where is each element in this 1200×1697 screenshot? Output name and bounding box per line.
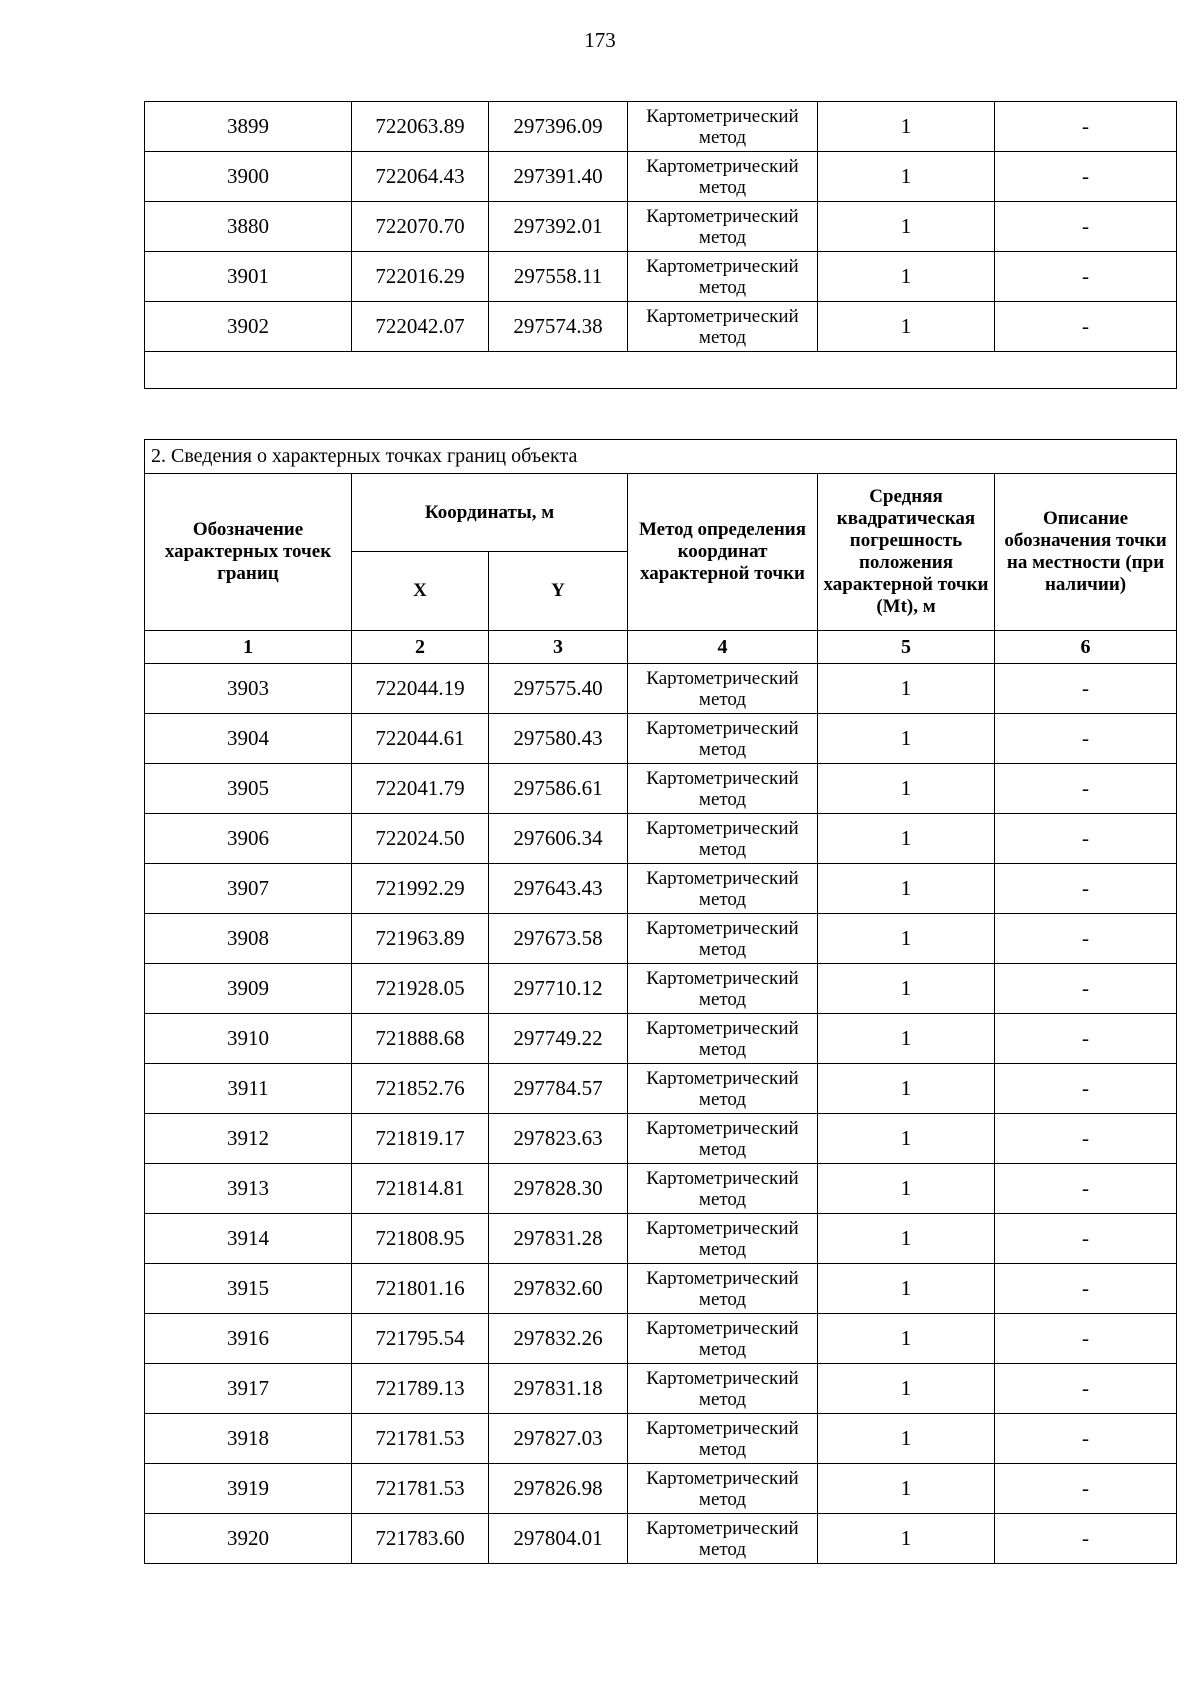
method-line2: метод bbox=[698, 176, 747, 198]
y-coordinate-cell: 297558.11 bbox=[489, 252, 628, 302]
x-coordinate-cell: 722024.50 bbox=[352, 814, 489, 864]
point-id-cell: 3918 bbox=[145, 1414, 352, 1464]
y-coordinate-cell: 297586.61 bbox=[489, 764, 628, 814]
table-row bbox=[145, 964, 1177, 1014]
method-cell bbox=[628, 864, 818, 914]
point-id-cell: 3902 bbox=[145, 302, 352, 352]
description-cell: - bbox=[995, 1214, 1177, 1264]
y-coordinate-cell: 297832.60 bbox=[489, 1264, 628, 1314]
column-number: 2 bbox=[352, 631, 489, 664]
method-line2: метод bbox=[698, 1088, 747, 1110]
point-id-cell: 3900 bbox=[145, 152, 352, 202]
mean-error-cell: 1 bbox=[818, 714, 995, 764]
method-line2: метод bbox=[698, 326, 747, 348]
x-coordinate-cell: 721814.81 bbox=[352, 1164, 489, 1214]
method-line1: Картометрический bbox=[646, 1517, 799, 1539]
method-line2: метод bbox=[698, 1288, 747, 1310]
method-line1: Картометрический bbox=[646, 667, 799, 689]
x-coordinate-cell: 721992.29 bbox=[352, 864, 489, 914]
description-cell: - bbox=[995, 102, 1177, 152]
method-line2: метод bbox=[698, 988, 747, 1010]
method-line2: метод bbox=[698, 126, 747, 148]
description-cell: - bbox=[995, 1264, 1177, 1314]
description-cell: - bbox=[995, 914, 1177, 964]
point-id-cell: 3906 bbox=[145, 814, 352, 864]
point-id-cell: 3916 bbox=[145, 1314, 352, 1364]
description-cell: - bbox=[995, 864, 1177, 914]
mean-error-cell: 1 bbox=[818, 864, 995, 914]
description-cell: - bbox=[995, 1364, 1177, 1414]
point-id-cell: 3905 bbox=[145, 764, 352, 814]
method-line2: метод bbox=[698, 888, 747, 910]
method-line2: метод bbox=[698, 226, 747, 248]
point-id-cell: 3899 bbox=[145, 102, 352, 152]
mean-error-cell: 1 bbox=[818, 152, 995, 202]
mean-error-cell: 1 bbox=[818, 1064, 995, 1114]
method-line1: Картометрический bbox=[646, 305, 799, 327]
x-coordinate-cell: 722041.79 bbox=[352, 764, 489, 814]
method-line2: метод bbox=[698, 838, 747, 860]
column-number: 1 bbox=[145, 631, 352, 664]
coordinates-table-continued bbox=[144, 101, 1177, 389]
method-line2: метод bbox=[698, 1238, 747, 1260]
mean-error-cell: 1 bbox=[818, 1114, 995, 1164]
method-line2: метод bbox=[698, 738, 747, 760]
method-line1: Картометрический bbox=[646, 155, 799, 177]
description-cell: - bbox=[995, 252, 1177, 302]
description-cell: - bbox=[995, 1014, 1177, 1064]
y-coordinate-cell: 297828.30 bbox=[489, 1164, 628, 1214]
method-line1: Картометрический bbox=[646, 917, 799, 939]
table-row bbox=[145, 764, 1177, 814]
header-method: Метод определения координат характерной точки bbox=[628, 474, 818, 631]
method-line1: Картометрический bbox=[646, 1217, 799, 1239]
method-cell bbox=[628, 1114, 818, 1164]
mean-error-cell: 1 bbox=[818, 302, 995, 352]
method-cell bbox=[628, 202, 818, 252]
x-coordinate-cell: 721963.89 bbox=[352, 914, 489, 964]
method-line2: метод bbox=[698, 1438, 747, 1460]
point-id-cell: 3920 bbox=[145, 1514, 352, 1564]
description-cell: - bbox=[995, 1314, 1177, 1364]
x-coordinate-cell: 721783.60 bbox=[352, 1514, 489, 1564]
x-coordinate-cell: 721888.68 bbox=[352, 1014, 489, 1064]
x-coordinate-cell: 721808.95 bbox=[352, 1214, 489, 1264]
x-coordinate-cell: 721819.17 bbox=[352, 1114, 489, 1164]
description-cell: - bbox=[995, 964, 1177, 1014]
mean-error-cell: 1 bbox=[818, 1264, 995, 1314]
description-cell: - bbox=[995, 202, 1177, 252]
table-row bbox=[145, 1214, 1177, 1264]
table-row bbox=[145, 1064, 1177, 1114]
y-coordinate-cell: 297673.58 bbox=[489, 914, 628, 964]
method-cell bbox=[628, 1414, 818, 1464]
y-coordinate-cell: 297749.22 bbox=[489, 1014, 628, 1064]
method-cell bbox=[628, 1014, 818, 1064]
point-id-cell: 3910 bbox=[145, 1014, 352, 1064]
description-cell: - bbox=[995, 1114, 1177, 1164]
table-row bbox=[145, 1364, 1177, 1414]
description-cell: - bbox=[995, 1514, 1177, 1564]
table-row bbox=[145, 1464, 1177, 1514]
mean-error-cell: 1 bbox=[818, 664, 995, 714]
point-id-cell: 3907 bbox=[145, 864, 352, 914]
column-number: 5 bbox=[818, 631, 995, 664]
column-number: 3 bbox=[489, 631, 628, 664]
method-cell bbox=[628, 764, 818, 814]
header-mean-error: Средняя квадратическая погрешность положения характерной точки (Mt), м bbox=[818, 474, 995, 631]
mean-error-cell: 1 bbox=[818, 1164, 995, 1214]
header-point-designation: Обозначение характерных точек границ bbox=[145, 474, 352, 631]
method-line1: Картометрический bbox=[646, 1167, 799, 1189]
table-row bbox=[145, 202, 1177, 252]
method-line2: метод bbox=[698, 1188, 747, 1210]
empty-cell bbox=[145, 352, 1177, 389]
y-coordinate-cell: 297832.26 bbox=[489, 1314, 628, 1364]
mean-error-cell: 1 bbox=[818, 1414, 995, 1464]
column-number: 4 bbox=[628, 631, 818, 664]
point-id-cell: 3909 bbox=[145, 964, 352, 1014]
method-line2: метод bbox=[698, 276, 747, 298]
method-line2: метод bbox=[698, 938, 747, 960]
y-coordinate-cell: 297804.01 bbox=[489, 1514, 628, 1564]
y-coordinate-cell: 297826.98 bbox=[489, 1464, 628, 1514]
point-id-cell: 3913 bbox=[145, 1164, 352, 1214]
point-id-cell: 3917 bbox=[145, 1364, 352, 1414]
method-cell bbox=[628, 914, 818, 964]
mean-error-cell: 1 bbox=[818, 964, 995, 1014]
x-coordinate-cell: 721852.76 bbox=[352, 1064, 489, 1114]
y-coordinate-cell: 297823.63 bbox=[489, 1114, 628, 1164]
method-cell bbox=[628, 814, 818, 864]
x-coordinate-cell: 722064.43 bbox=[352, 152, 489, 202]
boundary-points-table bbox=[144, 439, 1177, 1564]
x-coordinate-cell: 721928.05 bbox=[352, 964, 489, 1014]
x-coordinate-cell: 721789.13 bbox=[352, 1364, 489, 1414]
table-row bbox=[145, 814, 1177, 864]
table-row bbox=[145, 1414, 1177, 1464]
table-row bbox=[145, 664, 1177, 714]
method-line2: метод bbox=[698, 788, 747, 810]
method-line1: Картометрический bbox=[646, 767, 799, 789]
y-coordinate-cell: 297710.12 bbox=[489, 964, 628, 1014]
description-cell: - bbox=[995, 1464, 1177, 1514]
y-coordinate-cell: 297643.43 bbox=[489, 864, 628, 914]
method-line1: Картометрический bbox=[646, 1467, 799, 1489]
method-line2: метод bbox=[698, 1538, 747, 1560]
table-caption: 2. Сведения о характерных точках границ объекта bbox=[145, 440, 1177, 474]
point-id-cell: 3880 bbox=[145, 202, 352, 252]
x-coordinate-cell: 722044.61 bbox=[352, 714, 489, 764]
point-id-cell: 3919 bbox=[145, 1464, 352, 1514]
header-coordinates: Координаты, м bbox=[352, 474, 628, 552]
method-cell bbox=[628, 1214, 818, 1264]
mean-error-cell: 1 bbox=[818, 1514, 995, 1564]
table-row bbox=[145, 1014, 1177, 1064]
method-line1: Картометрический bbox=[646, 1367, 799, 1389]
method-cell bbox=[628, 1064, 818, 1114]
x-coordinate-cell: 722042.07 bbox=[352, 302, 489, 352]
description-cell: - bbox=[995, 152, 1177, 202]
column-number: 6 bbox=[995, 631, 1177, 664]
table-row bbox=[145, 1264, 1177, 1314]
point-id-cell: 3908 bbox=[145, 914, 352, 964]
point-id-cell: 3915 bbox=[145, 1264, 352, 1314]
method-line1: Картометрический bbox=[646, 1117, 799, 1139]
mean-error-cell: 1 bbox=[818, 1214, 995, 1264]
y-coordinate-cell: 297396.09 bbox=[489, 102, 628, 152]
mean-error-cell: 1 bbox=[818, 764, 995, 814]
table-row bbox=[145, 102, 1177, 152]
mean-error-cell: 1 bbox=[818, 252, 995, 302]
method-line1: Картометрический bbox=[646, 205, 799, 227]
table-row bbox=[145, 1114, 1177, 1164]
y-coordinate-cell: 297831.18 bbox=[489, 1364, 628, 1414]
header-description: Описание обозначения точки на местности (при наличии) bbox=[995, 474, 1177, 631]
description-cell: - bbox=[995, 714, 1177, 764]
y-coordinate-cell: 297831.28 bbox=[489, 1214, 628, 1264]
x-coordinate-cell: 722044.19 bbox=[352, 664, 489, 714]
header-y: Y bbox=[489, 552, 628, 631]
description-cell: - bbox=[995, 1164, 1177, 1214]
table-row bbox=[145, 864, 1177, 914]
method-cell bbox=[628, 152, 818, 202]
method-line1: Картометрический bbox=[646, 817, 799, 839]
mean-error-cell: 1 bbox=[818, 914, 995, 964]
table1-empty-row bbox=[145, 352, 1177, 389]
method-line1: Картометрический bbox=[646, 105, 799, 127]
method-line2: метод bbox=[698, 1488, 747, 1510]
method-cell bbox=[628, 1164, 818, 1214]
mean-error-cell: 1 bbox=[818, 102, 995, 152]
method-line2: метод bbox=[698, 688, 747, 710]
point-id-cell: 3901 bbox=[145, 252, 352, 302]
description-cell: - bbox=[995, 1414, 1177, 1464]
description-cell: - bbox=[995, 764, 1177, 814]
header-row-top bbox=[145, 474, 1177, 552]
x-coordinate-cell: 721781.53 bbox=[352, 1464, 489, 1514]
x-coordinate-cell: 721781.53 bbox=[352, 1414, 489, 1464]
mean-error-cell: 1 bbox=[818, 1314, 995, 1364]
method-line1: Картометрический bbox=[646, 717, 799, 739]
mean-error-cell: 1 bbox=[818, 1464, 995, 1514]
method-cell bbox=[628, 1314, 818, 1364]
method-cell bbox=[628, 102, 818, 152]
method-cell bbox=[628, 252, 818, 302]
y-coordinate-cell: 297606.34 bbox=[489, 814, 628, 864]
method-cell bbox=[628, 1264, 818, 1314]
point-id-cell: 3904 bbox=[145, 714, 352, 764]
table-row bbox=[145, 1314, 1177, 1364]
x-coordinate-cell: 721795.54 bbox=[352, 1314, 489, 1364]
method-cell bbox=[628, 1514, 818, 1564]
column-numbers-row bbox=[145, 631, 1177, 664]
point-id-cell: 3911 bbox=[145, 1064, 352, 1114]
page-number: 173 bbox=[584, 28, 616, 52]
method-line1: Картометрический bbox=[646, 1017, 799, 1039]
method-cell bbox=[628, 1464, 818, 1514]
header-x: X bbox=[352, 552, 489, 631]
y-coordinate-cell: 297575.40 bbox=[489, 664, 628, 714]
table1-body bbox=[145, 102, 1177, 352]
point-id-cell: 3903 bbox=[145, 664, 352, 714]
method-line1: Картометрический bbox=[646, 255, 799, 277]
y-coordinate-cell: 297392.01 bbox=[489, 202, 628, 252]
table-row bbox=[145, 1164, 1177, 1214]
method-cell bbox=[628, 302, 818, 352]
table-row bbox=[145, 152, 1177, 202]
method-cell bbox=[628, 964, 818, 1014]
method-cell bbox=[628, 1364, 818, 1414]
method-line2: метод bbox=[698, 1388, 747, 1410]
x-coordinate-cell: 722070.70 bbox=[352, 202, 489, 252]
method-line1: Картометрический bbox=[646, 1267, 799, 1289]
x-coordinate-cell: 721801.16 bbox=[352, 1264, 489, 1314]
y-coordinate-cell: 297580.43 bbox=[489, 714, 628, 764]
y-coordinate-cell: 297827.03 bbox=[489, 1414, 628, 1464]
y-coordinate-cell: 297784.57 bbox=[489, 1064, 628, 1114]
table-row bbox=[145, 252, 1177, 302]
point-id-cell: 3912 bbox=[145, 1114, 352, 1164]
description-cell: - bbox=[995, 664, 1177, 714]
mean-error-cell: 1 bbox=[818, 202, 995, 252]
y-coordinate-cell: 297391.40 bbox=[489, 152, 628, 202]
table-row bbox=[145, 714, 1177, 764]
description-cell: - bbox=[995, 302, 1177, 352]
table-row bbox=[145, 302, 1177, 352]
method-cell bbox=[628, 664, 818, 714]
method-line2: метод bbox=[698, 1038, 747, 1060]
mean-error-cell: 1 bbox=[818, 1364, 995, 1414]
method-line1: Картометрический bbox=[646, 1067, 799, 1089]
description-cell: - bbox=[995, 814, 1177, 864]
table-row bbox=[145, 914, 1177, 964]
mean-error-cell: 1 bbox=[818, 1014, 995, 1064]
point-id-cell: 3914 bbox=[145, 1214, 352, 1264]
method-line2: метод bbox=[698, 1138, 747, 1160]
method-line1: Картометрический bbox=[646, 967, 799, 989]
description-cell: - bbox=[995, 1064, 1177, 1114]
table2-body bbox=[145, 664, 1177, 1564]
x-coordinate-cell: 722016.29 bbox=[352, 252, 489, 302]
method-line2: метод bbox=[698, 1338, 747, 1360]
table-caption-row bbox=[145, 440, 1177, 474]
method-line1: Картометрический bbox=[646, 1417, 799, 1439]
mean-error-cell: 1 bbox=[818, 814, 995, 864]
y-coordinate-cell: 297574.38 bbox=[489, 302, 628, 352]
x-coordinate-cell: 722063.89 bbox=[352, 102, 489, 152]
method-line1: Картометрический bbox=[646, 1317, 799, 1339]
method-line1: Картометрический bbox=[646, 867, 799, 889]
method-cell bbox=[628, 714, 818, 764]
table-row bbox=[145, 1514, 1177, 1564]
